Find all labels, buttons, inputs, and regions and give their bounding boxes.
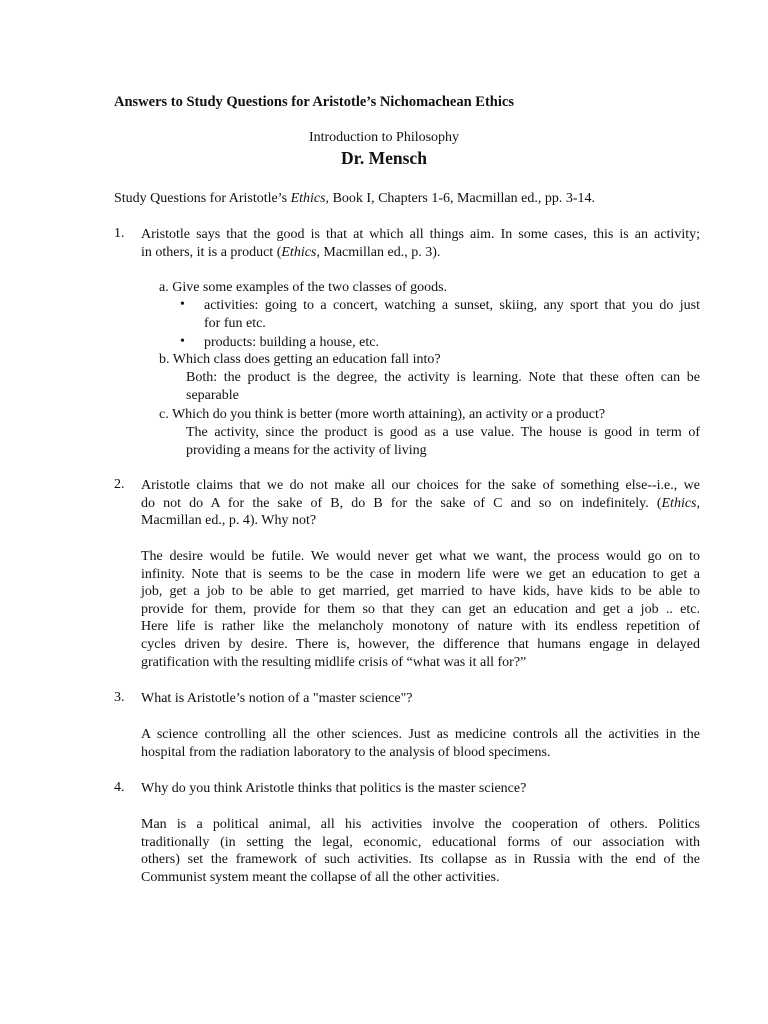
question-2-line-3: Macmillan ed., p. 4). Why not? — [141, 513, 317, 529]
question-2-answer — [141, 548, 700, 671]
answer-line: traditionally (in setting the legal, economic, educational forms of our association with — [141, 834, 700, 850]
answer-line: cycles driven by desire. There is, however, the difference that humans engage in delayed — [141, 636, 700, 652]
answer-line: provide for them, provide for them so that they can get an education and get a job .. etc. — [141, 601, 700, 617]
question-3-answer — [141, 726, 700, 761]
document-title: Answers to Study Questions for Aristotle’s Nichomachean Ethics — [114, 94, 514, 110]
answer-line: A science controlling all the other sciences. Just as medicine controls all the activities in the — [141, 727, 700, 742]
course-name: Introduction to Philosophy — [308, 130, 460, 145]
question-1-number: 1. — [114, 226, 125, 241]
question-1b-answer-line-1: Both: the product is the degree, the activity is learning. Note that these often can be — [186, 370, 700, 385]
question-2-text — [141, 477, 700, 530]
answer-line: Communist system meant the collapse of all the other activities. — [141, 869, 500, 885]
bullet-products: products: building a house, etc. — [204, 335, 379, 350]
answer-line: job, get a job to be able to get married, get married to have kids, have kids to be able to — [141, 584, 700, 600]
question-2-line-2-prefix: do not do A for the sake of B, do B for the sake of C and so on indefinitely. ( — [141, 495, 662, 511]
answer-line: The desire would be futile. We would never get what we want, the process would go on to — [141, 549, 700, 564]
question-1c-answer-line-2: providing a means for the activity of living — [186, 442, 427, 458]
answer-line: gratification with the resulting midlife crisis of “what was it all for?” — [141, 654, 527, 670]
answer-line: hospital from the radiation laboratory to the analysis of blood specimens. — [141, 744, 551, 760]
question-3-text: What is Aristotle’s notion of a "master science"? — [141, 691, 413, 706]
question-1b-answer — [186, 369, 700, 404]
question-1c: c. Which do you think is better (more worth attaining), an activity or a product? — [159, 407, 606, 422]
question-1c-answer-line-1: The activity, since the product is good as a use value. The house is good in term of — [186, 425, 700, 440]
bullet-activities — [204, 297, 700, 332]
intro-line — [114, 190, 595, 208]
question-1-line-1: Aristotle says that the good is that at which all things aim. In some cases, this is an activity; — [141, 227, 700, 242]
question-1c-answer — [186, 424, 700, 459]
question-1b-answer-line-2: separable — [186, 387, 239, 403]
author-name: Dr. Mensch — [341, 148, 427, 168]
intro-suffix: Book I, Chapters 1-6, Macmillan ed., pp. 3-14. — [329, 191, 596, 206]
question-2-line-1: Aristotle claims that we do not make all our choices for the sake of something else--i.e., we — [141, 478, 700, 493]
question-4-answer — [141, 816, 700, 886]
bullet-marker: • — [180, 297, 185, 312]
question-1b: b. Which class does getting an education fall into? — [159, 352, 441, 367]
answer-line: Here life is rather like the melancholy monotony of nature with its endless repetition of — [141, 619, 700, 635]
question-1-text — [141, 226, 700, 261]
intro-prefix: Study Questions for Aristotle’s — [114, 191, 291, 206]
question-2-work-title: Ethics, — [661, 495, 700, 511]
question-1-line-2 — [141, 244, 700, 262]
question-1-work-title: Ethics, — [281, 244, 320, 260]
question-1-line-2-prefix: in others, it is a product ( — [141, 244, 282, 260]
question-4-number: 4. — [114, 780, 125, 795]
answer-line: infinity. Note that is seems to be the case in modern life were we get an education to get a — [141, 566, 700, 582]
answer-line: others) set the framework of such activities. Its collapse as in Russia with the end of the — [141, 852, 700, 868]
question-4-text: Why do you think Aristotle thinks that politics is the master science? — [141, 781, 527, 796]
question-1a: a. Give some examples of the two classes of goods. — [159, 280, 448, 295]
question-2-number: 2. — [114, 477, 125, 492]
bullet-activities-line-1: activities: going to a concert, watching a sunset, skiing, any sport that you do just — [204, 298, 700, 313]
question-2-line-2 — [141, 495, 700, 513]
answer-line: Man is a political animal, all his activities involve the cooperation of others. Politics — [141, 817, 700, 832]
intro-work-title: Ethics, — [290, 191, 330, 206]
question-1-line-2-suffix: Macmillan ed., p. 3). — [319, 244, 441, 260]
question-3-number: 3. — [114, 690, 125, 705]
bullet-marker: • — [180, 334, 185, 349]
bullet-activities-line-2: for fun etc. — [204, 315, 266, 331]
